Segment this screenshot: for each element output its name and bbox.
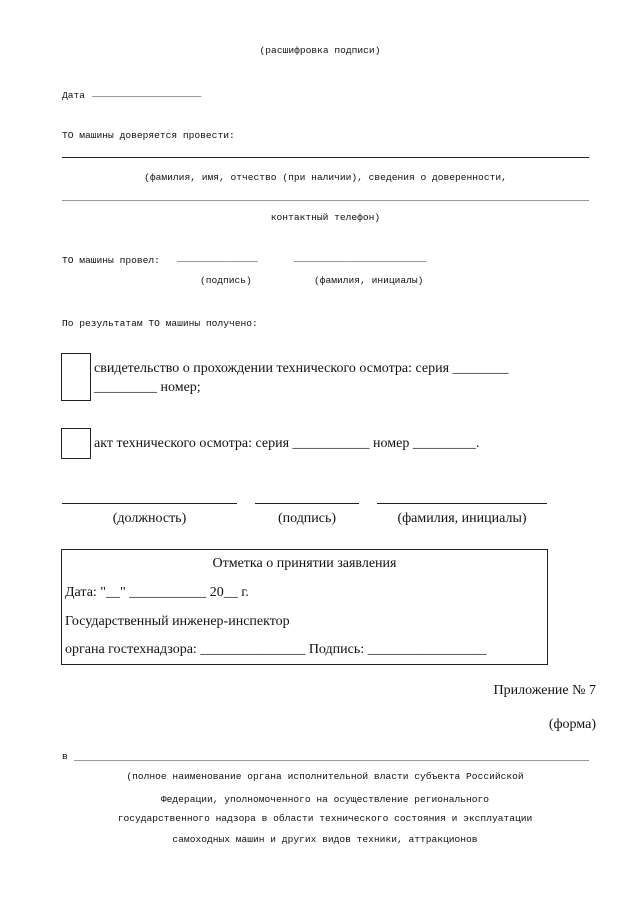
trust-caption-line1: (фамилия, имя, отчество (при наличии), сведения о доверенности, — [144, 172, 507, 183]
acceptance-date-line[interactable]: Дата: "__" ___________ 20__ г. — [65, 585, 249, 600]
results-heading: По результатам ТО машины получено: — [62, 318, 258, 329]
appendix-title: Приложение № 7 — [493, 683, 596, 698]
certificate-line2: _________ номер; — [94, 380, 201, 395]
acceptance-box — [61, 549, 548, 665]
addressee-caption-line3: государственного надзора в области технического состояния и эксплуатации — [117, 813, 533, 824]
acceptance-authority-line[interactable]: органа гостехнадзора: _______________ Подпись: _________________ — [65, 642, 487, 657]
position-field[interactable] — [62, 503, 237, 504]
position-caption: (должность) — [112, 511, 187, 526]
addressee-caption-line4: самоходных машин и других видов техники, аттракционов — [172, 834, 478, 845]
addressee-prefix: в — [62, 751, 68, 762]
date-field[interactable]: ___________________ — [92, 88, 202, 99]
trust-heading: ТО машины доверяется провести: — [62, 130, 235, 141]
appendix-form: (форма) — [548, 717, 596, 732]
addressee-caption-line1: (полное наименование органа исполнительной власти субъекта Российской — [126, 771, 524, 782]
trust-details-field[interactable] — [62, 200, 589, 201]
signature-caption: (подпись) — [277, 511, 337, 526]
conducted-signature-field[interactable]: ______________ — [177, 253, 258, 264]
act-checkbox[interactable] — [61, 428, 91, 459]
conducted-name-caption: (фамилия, инициалы) — [314, 275, 424, 286]
signature-field[interactable] — [255, 503, 359, 504]
acceptance-inspector: Государственный инженер-инспектор — [65, 614, 290, 629]
date-label: Дата — [62, 90, 86, 101]
addressee-field[interactable] — [74, 760, 589, 761]
addressee-caption-line2: Федерации, уполномоченного на осуществление регионального — [160, 794, 490, 805]
act-line: акт технического осмотра: серия ___________ номер _________. — [94, 436, 480, 451]
conducted-name-field[interactable]: _______________________ — [294, 253, 427, 264]
acceptance-title: Отметка о принятии заявления — [212, 556, 397, 571]
name-caption: (фамилия, инициалы) — [397, 511, 527, 526]
certificate-checkbox[interactable] — [61, 353, 91, 401]
signature-decode-caption: (расшифровка подписи) — [259, 45, 381, 56]
certificate-line1: свидетельство о прохождении технического осмотра: серия ________ — [94, 361, 509, 376]
conducted-label: ТО машины провел: — [62, 255, 160, 266]
trust-caption-line2: контактный телефон) — [270, 212, 381, 223]
name-field[interactable] — [377, 503, 547, 504]
trust-person-field[interactable] — [62, 157, 589, 158]
conducted-signature-caption: (подпись) — [200, 275, 252, 286]
